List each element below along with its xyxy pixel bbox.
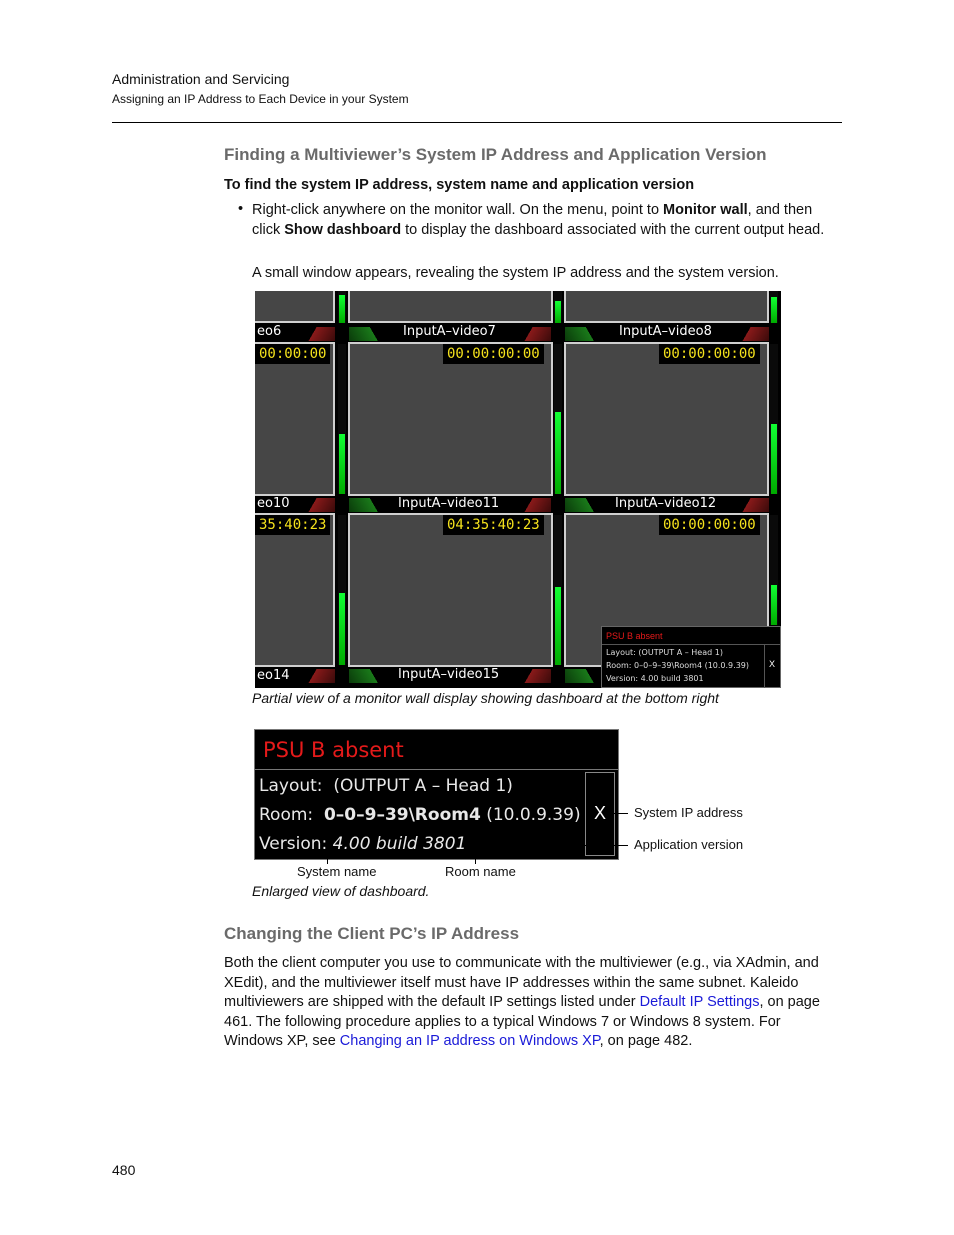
tile-label: InputA–video11 — [398, 496, 500, 511]
tile-label: eo6 — [257, 324, 282, 339]
tile-label: eo10 — [257, 496, 290, 511]
enlarged-dashboard — [254, 729, 619, 860]
audio-meter — [338, 515, 346, 665]
step-text: Right-click anywhere on the monitor wall. On the menu, point to Monitor wall, and then click Show dashboard to display the dashboard associated with the current output head. — [252, 202, 825, 238]
video-tile — [348, 291, 553, 323]
alarm-text: PSU B absent — [263, 738, 404, 762]
callout-system-name: System name — [297, 864, 377, 879]
tally-stripe — [733, 498, 769, 512]
tally-stripe — [349, 498, 389, 512]
bullet: • — [238, 201, 244, 217]
video-tile — [255, 342, 335, 496]
tile-label: InputA–video12 — [615, 496, 717, 511]
section-heading: Finding a Multiviewer’s System IP Address and Application Version — [224, 145, 767, 164]
audio-meter — [554, 291, 562, 323]
timecode: 35:40:23 — [255, 515, 330, 535]
dashboard-layout: Layout: (OUTPUT A – Head 1) — [606, 648, 723, 657]
video-tile — [564, 291, 769, 323]
running-header-subsection: Assigning an IP Address to Each Device in your System — [112, 92, 409, 106]
alarm-text: PSU B absent — [606, 631, 663, 641]
tile-label: InputA–video7 — [403, 324, 496, 339]
layout-row: Layout: (OUTPUT A – Head 1) — [259, 776, 513, 796]
tally-stripe — [515, 327, 551, 341]
video-tile — [255, 291, 335, 323]
room-name: 0–0–9–39\Room4 — [323, 805, 481, 825]
dashboard-room: Room: 0–0–9–39\Room4 (10.0.9.39) — [606, 661, 749, 670]
monitor-wall-figure — [255, 291, 781, 688]
tally-stripe — [565, 669, 605, 683]
tally-stripe — [515, 669, 551, 683]
video-tile — [348, 513, 553, 667]
step-result: A small window appears, revealing the system IP address and the system version. — [252, 265, 779, 281]
link-changing-ip-xp[interactable]: Changing an IP address on Windows XP — [339, 1033, 600, 1049]
arrow-icon — [603, 808, 611, 818]
audio-meter — [770, 344, 778, 494]
tally-stripe — [565, 327, 605, 341]
video-tile — [255, 513, 335, 667]
audio-meter — [554, 515, 562, 665]
figure-caption: Partial view of a monitor wall display showing dashboard at the bottom right — [252, 690, 719, 706]
version-row: Version: 4.00 build 3801 — [259, 834, 467, 854]
video-tile — [564, 342, 769, 496]
timecode: 00:00:00 — [255, 344, 330, 364]
figure-caption: Enlarged view of dashboard. — [252, 883, 430, 899]
timecode: 00:00:00:00 — [443, 344, 544, 364]
timecode: 00:00:00:00 — [659, 515, 760, 535]
tally-stripe — [733, 327, 769, 341]
audio-meter — [770, 291, 778, 323]
callout-line — [475, 834, 476, 864]
video-tile — [348, 342, 553, 496]
arrow-icon — [495, 840, 503, 850]
callout-version: Application version — [634, 837, 744, 852]
audio-meter — [554, 344, 562, 494]
tally-stripe — [349, 327, 389, 341]
running-header-section: Administration and Servicing — [112, 71, 290, 87]
callout-line — [327, 834, 328, 864]
dashboard-version: Version: 4.00 build 3801 — [606, 674, 704, 683]
tally-stripe — [299, 669, 335, 683]
audio-meter — [338, 291, 346, 323]
procedure-heading: To find the system IP address, system name and application version — [224, 177, 695, 193]
system-ip: (10.0.9.39) — [486, 805, 581, 825]
callout-room-name: Room name — [445, 864, 516, 879]
room-row: Room: 0–0–9–39\Room4 (10.0.9.39) — [259, 805, 581, 825]
tile-label: InputA–video15 — [398, 667, 500, 682]
audio-meter — [338, 344, 346, 494]
dashboard-window[interactable] — [601, 626, 781, 688]
tally-stripe — [349, 669, 389, 683]
timecode: 00:00:00:00 — [659, 344, 760, 364]
tally-stripe — [515, 498, 551, 512]
audio-meter — [770, 515, 778, 625]
subsection-heading: Changing the Client PC’s IP Address — [224, 924, 520, 943]
arrow-icon — [322, 827, 332, 835]
tile-label: InputA–video8 — [619, 324, 712, 339]
callout-ip: System IP address — [634, 805, 743, 820]
callout-line — [502, 845, 628, 846]
link-default-ip-settings[interactable]: Default IP Settings — [639, 994, 760, 1010]
timecode: 04:35:40:23 — [443, 515, 544, 535]
tile-label: eo14 — [257, 668, 290, 683]
version-value: 4.00 build 3801 — [332, 834, 467, 854]
close-icon[interactable]: X — [769, 659, 776, 669]
tally-stripe — [299, 498, 335, 512]
header-rule — [112, 122, 842, 123]
tally-stripe — [299, 327, 335, 341]
callout-line — [610, 813, 628, 814]
close-icon: X — [594, 803, 607, 823]
arrow-icon — [470, 827, 480, 835]
page-number: 480 — [112, 1162, 136, 1178]
body-paragraph: Both the client computer you use to communicate with the multiviewer (e.g., via XAdmin, and XEdit), and the multiviewer itself must have IP addresses within the same subnet. Kaleido multiviewers are shipped with the default IP settings listed under Default IP Settings, on page 461. The following procedure applies to a typical Windows 7 or Windows 8 system. For Windows XP, see Changing an IP address on Windows XP, on page 482. — [224, 955, 820, 1049]
tally-stripe — [565, 498, 605, 512]
